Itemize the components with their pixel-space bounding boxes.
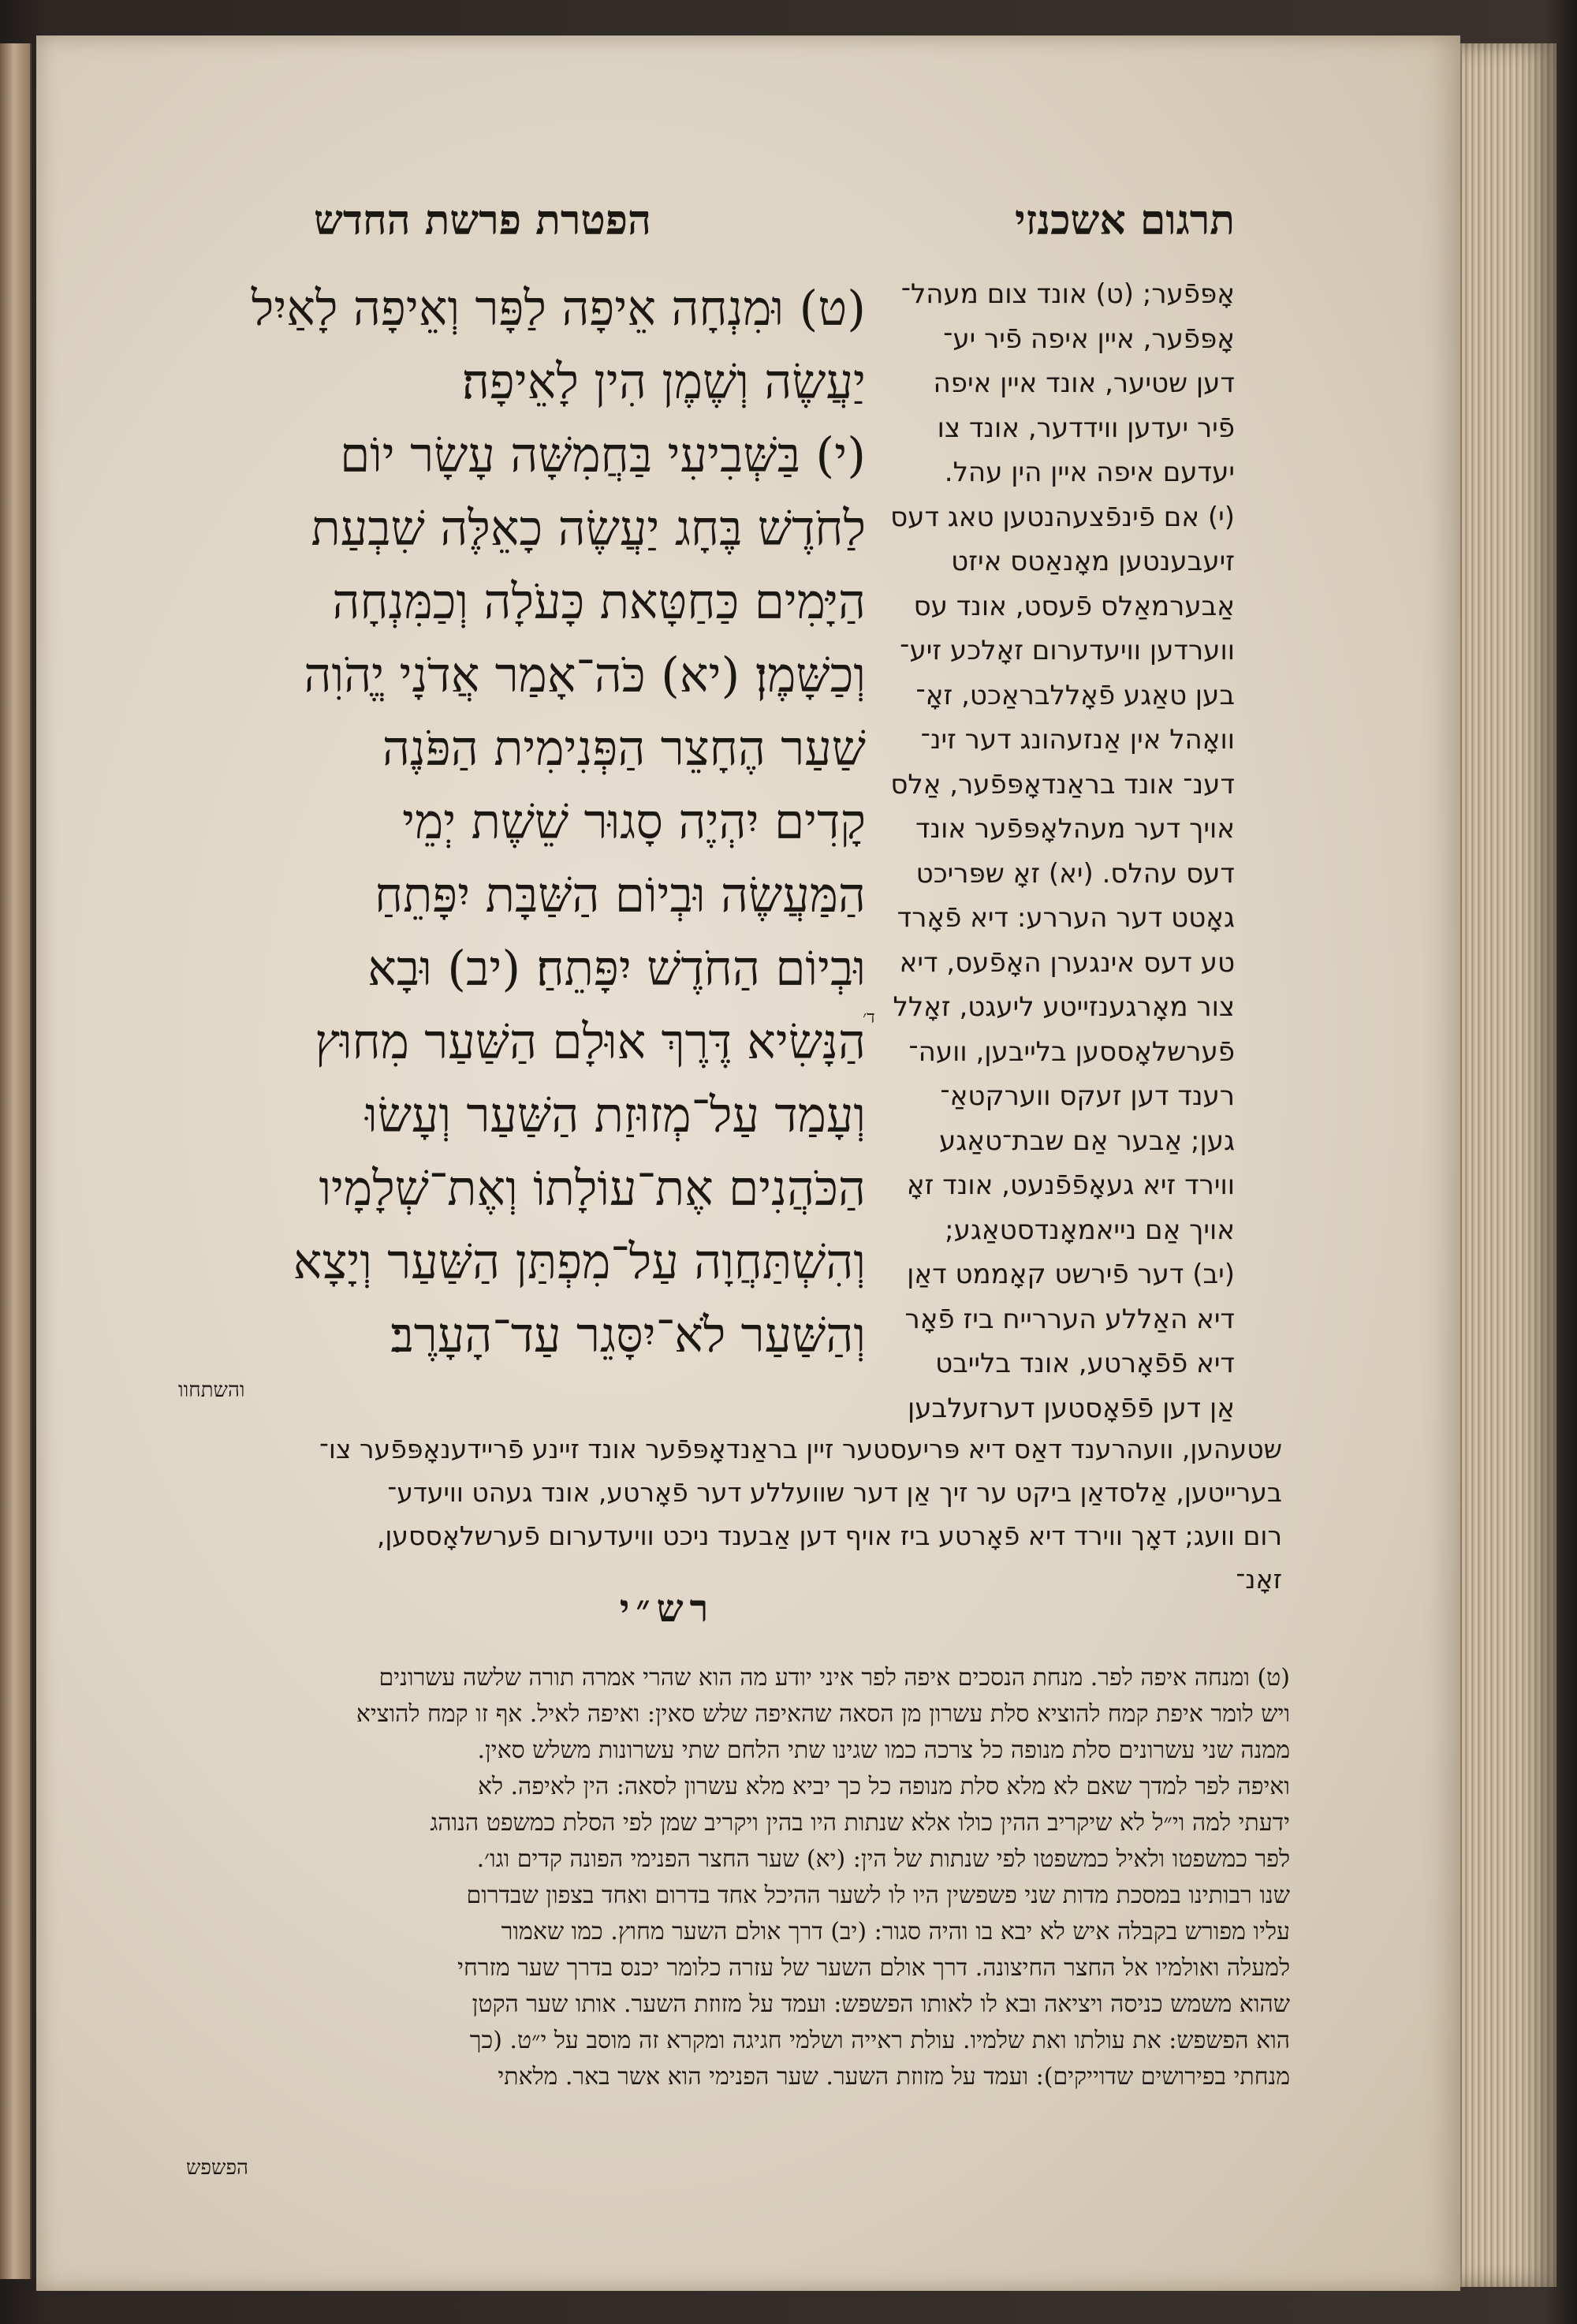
- haftarah-line: וְהַשַּׁעַר לֹא־יִסָּגֵר עַד־הָעָרֶב׃: [390, 1307, 866, 1363]
- targum-continuation-line: שטעהען, וועהרענד דאַס דיא פּריעסטער זיין בראַנדאָפּפֿער אונד זיינע פֿריידענאָפּפֿער צו־: [319, 1434, 1282, 1464]
- verse-marker: ד׳: [863, 1008, 875, 1028]
- targum-line: צור מאָרגענזייטע ליעגט, זאָלל: [893, 991, 1235, 1023]
- targum-line: אָפּפֿער; (ט) אונד צום מעהל־: [900, 278, 1235, 310]
- rashi-line: עליו מפורש בקבלה איש לא יבא בו והיה סגור: (יב) דרך אולם השער מחוץ. כמו שאמור: [501, 1918, 1290, 1945]
- targum-line: דען שטיער, אונד איין איפה: [933, 367, 1235, 399]
- haftarah-line: הַיָּמִים כַּחַטָּאת כָּעֹלָה וְכַמִּנְחָה: [332, 574, 866, 630]
- targum-line: זיעבענטען מאָנאַטס איזט: [951, 546, 1235, 577]
- rashi-line: ויש לומר איפת קמח להוציא סלת עשרון מן הסאה שהאיפה שלש סאין: ואיפה לאיל. אף זו קמח להוציא: [356, 1700, 1290, 1728]
- haftarah-line: הַמַּעֲשֶׂה וּבְיוֹם הַשַּׁבָּת יִפָּתֵחַ: [374, 867, 866, 923]
- rashi-commentary: [178, 1660, 1290, 2095]
- targum-continuation: [131, 1427, 1282, 1601]
- rashi-line: למעלה ואולמיו אל החצר החיצונה. דרך אולם השער של עזרה כלומר יכנס בדרך שער מזרחי: [457, 1954, 1290, 1982]
- targum-line: וואָהל אין אַנזעהונג דער זינ־: [920, 724, 1235, 755]
- targum-continuation-line: רום וועג; דאָך ווירד דיא פֿאָרטע ביז אויף דען אַבענד ניכט וויעדערום פֿערשלאָססען,: [376, 1520, 1282, 1551]
- haftarah-line: וְכַשָּׁמֶן׃ (יא) כֹּה־אָמַר אֲדֹנָי יֱהֹוִה: [304, 647, 866, 703]
- rashi-header: רש״י: [619, 1587, 715, 1631]
- rashi-line: (ט) ומנחה איפה לפר. מנחת הנסכים איפה לפר איני יודע מה הוא שהרי אמרה תורה שלשה עשרונים: [378, 1664, 1290, 1692]
- rashi-line: הוא הפשפש: את עולתו ואת שלמיו. עולת ראייה ושלמי חגיגה ומקרא זה מוסב על י״ט. (כך: [469, 2027, 1290, 2054]
- rashi-line: שנו רבותינו במסכת מדות שני פשפשין היו לו לשער ההיכל אחד בדרום ואחד בצפון שבדרום: [466, 1882, 1290, 1909]
- haftarah-line: לַחֹדֶשׁ בֶּחָג יַעֲשֶׂה כָאֵלֶּה שִׁבְעַת: [311, 501, 866, 557]
- haftarah-line: וְעָמַד עַל־מְזוּזַת הַשַּׁעַר וְעָשׂוּ: [365, 1087, 866, 1143]
- targum-continuation-line: זאָנ־: [1236, 1564, 1282, 1595]
- targum-line: דיא פֿפֿאָרטע, אונד בלייבט: [935, 1348, 1235, 1379]
- targum-continuation-line: בערייטען, אַלסדאַן ביקט ער זיך אַן דער שוועללע דער פֿאָרטע, אונד געהט וויעדע־: [387, 1477, 1282, 1508]
- targum-line: פֿערשלאָססען בלייבען, וועה־: [908, 1035, 1235, 1068]
- targum-line: אַבערמאַלס פֿעסט, אונד עס: [913, 590, 1235, 622]
- targum-line: (יב) דער פֿירשט קאָממט דאַן: [907, 1259, 1235, 1290]
- targum-line: ווערדען וויעדערום זאָלכע זיע־: [900, 635, 1235, 666]
- rashi-line: לפר כמשפטו ולאיל כמשפטו לפי שנתות של הין: (יא) שער החצר הפנימי הפונה קדים וגו׳.: [476, 1845, 1290, 1873]
- haftarah-line: הַנָּשִׂיא דֶּרֶךְ אוּלָם הַשַּׁעַר מִחוּץ: [315, 1014, 866, 1070]
- haftarah-column: [99, 193, 866, 1402]
- haftarah-catchword: והשתחוו: [178, 1378, 245, 1402]
- haftarah-line: יַעֲשֶׂה וְשֶׁמֶן הִין לָאֵיפָה׃: [461, 354, 866, 410]
- haftarah-line: (י) בַּשְּׁבִיעִי בַּחֲמִשָּׁה עָשָׂר יוֹם: [340, 427, 866, 483]
- targum-line: בען טאַגע פֿאָללבראַכט, זאָ־: [915, 679, 1235, 711]
- targum-column: [878, 193, 1235, 1431]
- targum-line: רענד דען זעקס ווערקטאַ־: [940, 1080, 1235, 1112]
- book-fore-edge: [1460, 43, 1556, 2287]
- rashi-line: ואיפה לפר למדך שאם לא מלא סלת מנופה כל כך יביא מלא עשרון לסאה: הין לאיפה. לא: [477, 1773, 1290, 1800]
- targum-line: ווירד זיא געאָפֿפֿנעט, אונד זאָ: [906, 1169, 1235, 1201]
- haftarah-line: קָדִים יִהְיֶה סָגוּר שֵׁשֶׁת יְמֵי: [402, 794, 866, 850]
- rashi-catchword: הפשפש: [186, 2156, 249, 2180]
- targum-line: פֿיר יעדען ווידדער, אונד צו: [937, 412, 1235, 444]
- targum-line: טע דעס אינגערן האָפֿעס, דיא: [899, 946, 1235, 979]
- targum-line: דיא האַללע העררייח ביז פֿאָר: [904, 1303, 1235, 1335]
- targum-line: אָפּפֿער, איין איפה פֿיר יע־: [943, 323, 1235, 355]
- rashi-line: ידעתי למה וי״ל לא שיקריב ההין כולו אלא שנתות היו בהין ויקריב שמן לפי הסלת כמשפט הנוהג: [430, 1809, 1290, 1837]
- targum-line: דענ־ אונד בראַנדאָפּפֿער, אַלס: [890, 768, 1235, 800]
- targum-header: תרגום אשכנזי: [1015, 196, 1235, 244]
- rashi-line: שהוא משמש כניסה ויציאה ובא לו לאותו הפשפש: ועמד על מזוזת השער. אותו שער הקטן: [472, 1990, 1290, 2018]
- targum-line: אַן דען פֿפֿאָסטען דערזעלבען: [908, 1392, 1235, 1424]
- left-page-edge: [0, 43, 32, 2279]
- targum-line: יעדעם איפה איין הין עהל.: [944, 457, 1235, 488]
- haftarah-line: וּבְיוֹם הַחֹדֶשׁ יִפָּתֵחַ׃ (יב) וּבָא: [367, 941, 866, 997]
- haftarah-line: שַׁעַר הֶחָצֵר הַפְּנִימִית הַפֹּנֶה: [382, 721, 866, 777]
- rashi-line: ממנה שני עשרונים סלת מנופה כל צרכה כמו שגינו שתי הלחם שתי עשרונות משלש סאין.: [477, 1736, 1290, 1764]
- haftarah-line: הַכֹּהֲנִים אֶת־עוֹלָתוֹ וְאֶת־שְׁלָמָיו: [319, 1161, 866, 1217]
- haftarah-header: הפטרת פרשת החדש: [314, 196, 651, 244]
- targum-line: גאָטט דער העררע: דיא פֿאָרד: [897, 902, 1235, 934]
- book-page: [36, 35, 1460, 2291]
- rashi-line: מנחתי בפירושים שדוייקים): ועמד על מזוזת השער. שער הפנימי הוא אשר באר. מלאתי: [498, 2063, 1290, 2091]
- targum-line: אויך אַם נייאמאָנדסטאַגע;: [945, 1214, 1235, 1246]
- targum-line: (י) אם פֿינפֿצעהנטען טאג דעס: [890, 501, 1235, 533]
- haftarah-line: וְהִשְׁתַּחֲוָה עַל־מִפְתַּן הַשַּׁעַר וְיָצָא: [293, 1234, 866, 1290]
- haftarah-line: (ט) וּמִנְחָה אֵיפָה לַפָּר וְאֵיפָה לָאַיִל: [251, 281, 866, 337]
- targum-line: גען; אַבער אַם שבת־טאַגע: [938, 1125, 1235, 1157]
- targum-line: אויך דער מעהלאָפּפֿער אונד: [915, 813, 1235, 845]
- targum-line: דעס עהלס. (יא) זאָ שפּריכט: [915, 857, 1235, 890]
